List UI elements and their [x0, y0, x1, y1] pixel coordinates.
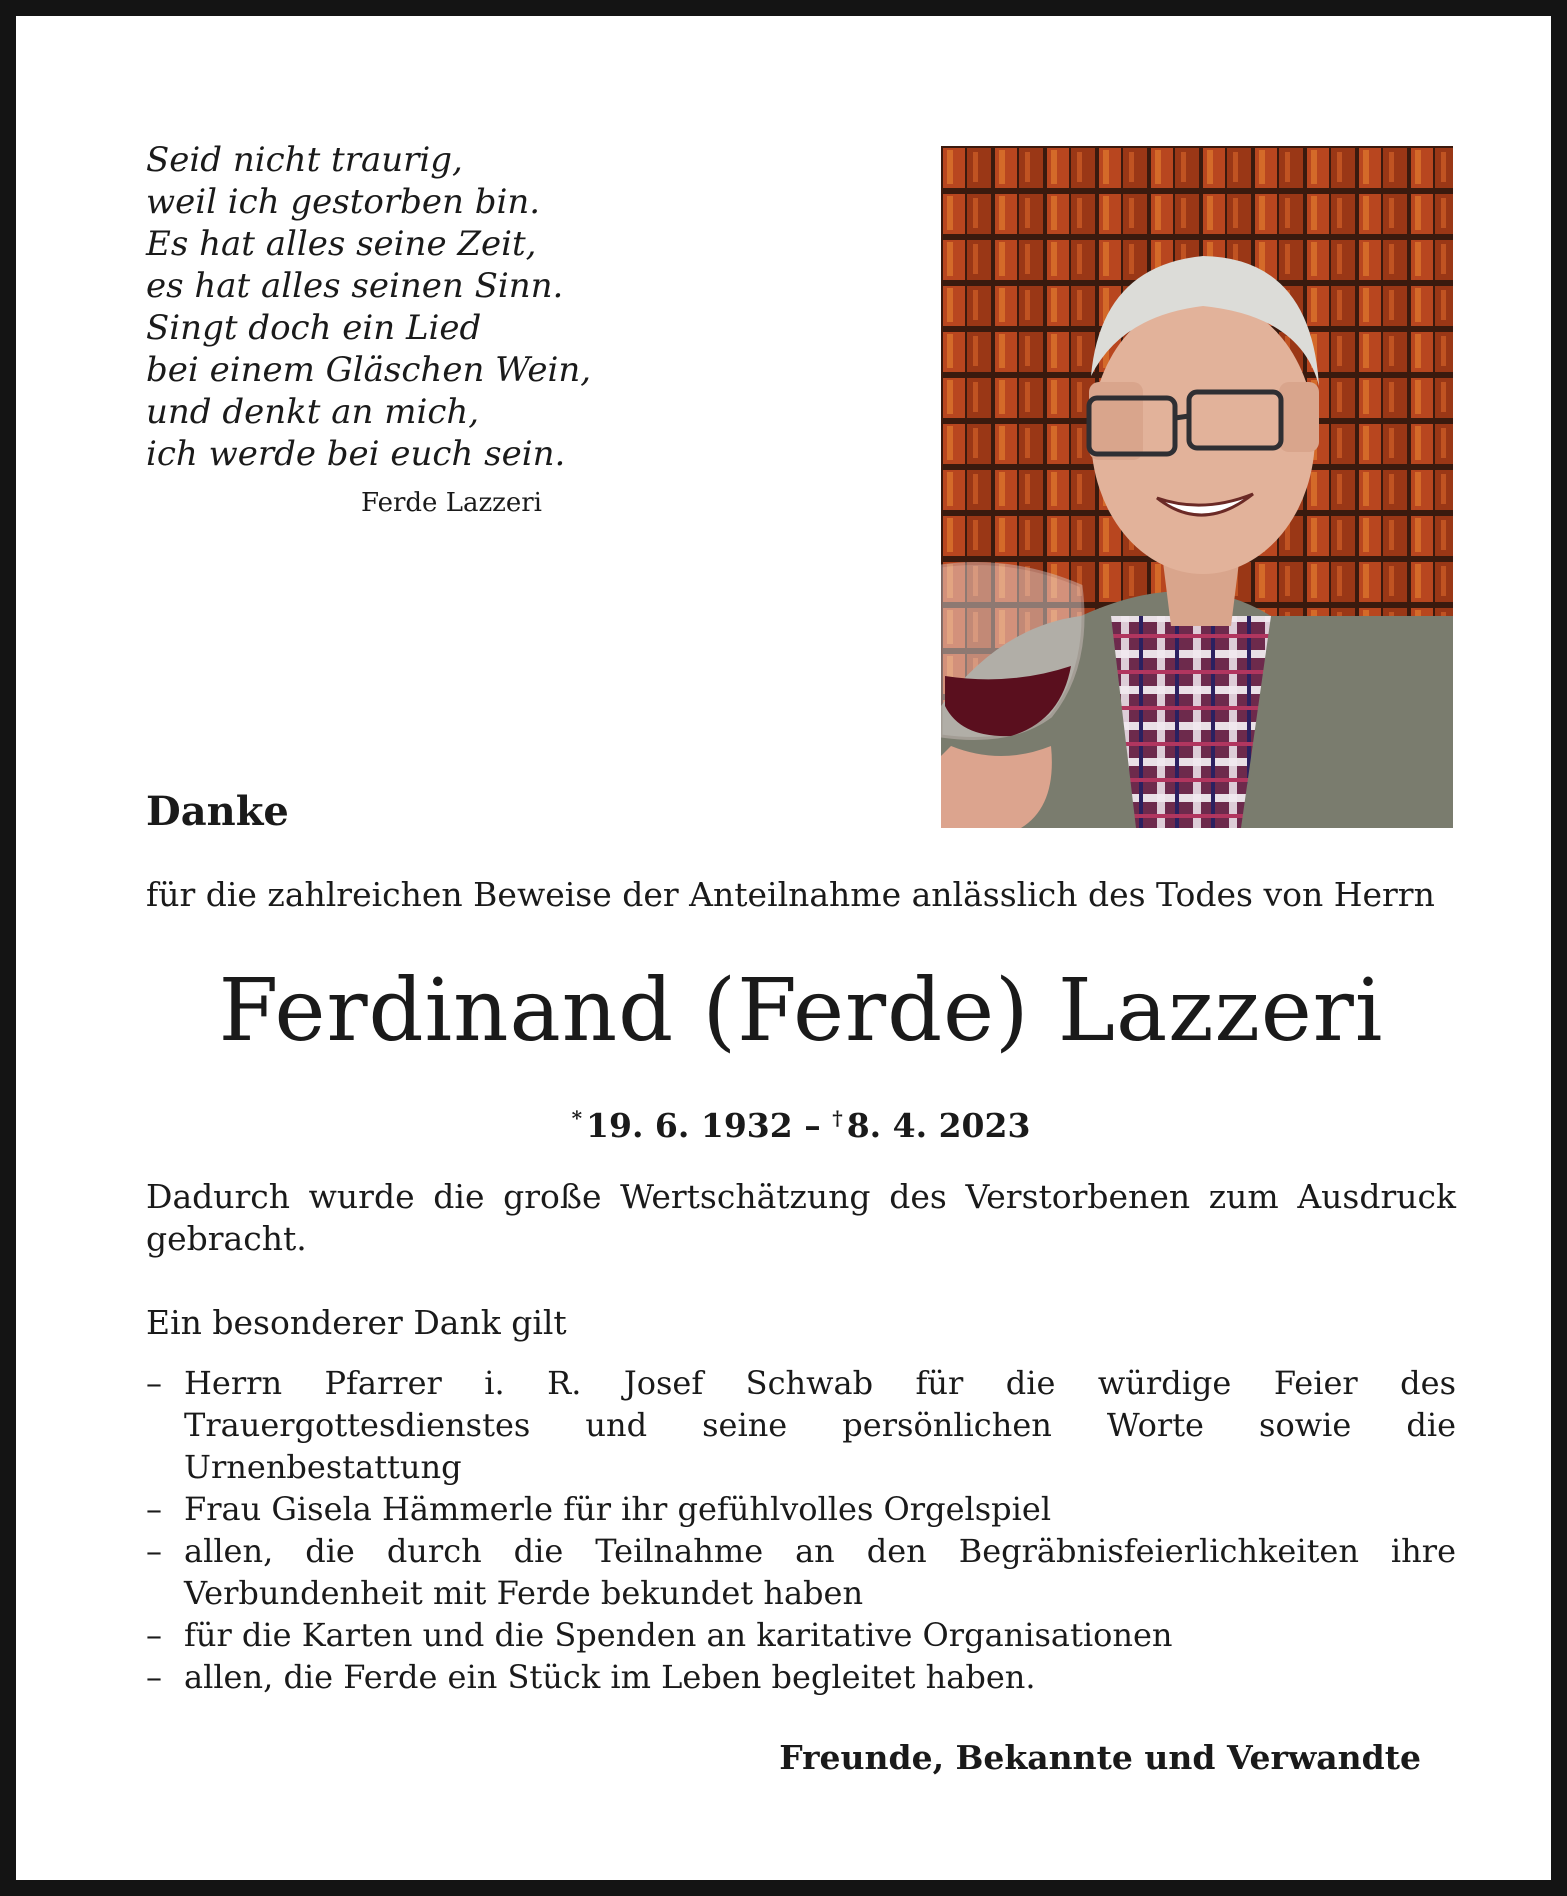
list-item-text: für die Karten und die Spenden an karitative Organisationen — [184, 1616, 1173, 1654]
list-item — [146, 1530, 1456, 1614]
poem-line: Es hat alles seine Zeit, — [146, 224, 537, 264]
bullet-dash: – — [146, 1616, 162, 1654]
list-item-text: Frau Gisela Hämmerle für ihr gefühlvolles Orgelspiel — [184, 1490, 1052, 1528]
poem-line: und denkt an mich, — [146, 392, 480, 432]
heading-danke: Danke — [146, 788, 289, 835]
poem-block — [146, 139, 666, 521]
poem-author: Ferde Lazzeri — [360, 488, 542, 518]
list-item-text: allen, die Ferde ein Stück im Leben begleitet haben. — [184, 1658, 1036, 1696]
bullet-dash: – — [146, 1364, 162, 1402]
poem-line: weil ich gestorben bin. — [146, 182, 541, 222]
thanks-list — [146, 1362, 1456, 1698]
signature: Freunde, Bekannte und Verwandte — [779, 1738, 1421, 1777]
poem-line: bei einem Gläschen Wein, — [146, 350, 592, 390]
list-item — [146, 1362, 1456, 1488]
list-item — [146, 1656, 1456, 1698]
bullet-dash: – — [146, 1490, 162, 1528]
portrait-illustration — [941, 146, 1453, 828]
poem-line: es hat alles seinen Sinn. — [146, 266, 564, 306]
bullet-dash: – — [146, 1658, 162, 1696]
portrait-photo — [941, 146, 1453, 828]
appreciation-text: Dadurch wurde die große Wertschätzung des Verstorbenen zum Ausdruck gebracht. — [146, 1177, 1456, 1258]
poem-line: ich werde bei euch sein. — [146, 434, 566, 474]
special-thanks-intro: Ein besonderer Dank gilt — [146, 1303, 567, 1342]
bullet-dash: – — [146, 1532, 162, 1570]
deceased-name: Ferdinand (Ferde) Lazzeri — [218, 961, 1384, 1061]
poem-line: Singt doch ein Lied — [146, 308, 482, 348]
list-item — [146, 1614, 1456, 1656]
list-item-text: Herrn Pfarrer i. R. Josef Schwab für die würdige Feier des Trauergottesdienstes und seine persönlichen Worte sowie die Urnenbestattung — [184, 1364, 1456, 1486]
list-item — [146, 1488, 1456, 1530]
list-item-text: allen, die durch die Teilnahme an den Begräbnisfeierlichkeiten ihre Verbundenheit mit Ferde bekundet haben — [184, 1532, 1456, 1612]
birth-date: 19. 6. 1932 — [586, 1106, 793, 1145]
death-date: 8. 4. 2023 — [846, 1106, 1031, 1145]
death-mark: † — [832, 1106, 843, 1130]
intro-text: für die zahlreichen Beweise der Anteilnahme anlässlich des Todes von Herrn — [146, 875, 1435, 914]
life-dates — [146, 1094, 1456, 1150]
date-separator: – — [804, 1106, 821, 1145]
poem-line: Seid nicht traurig, — [146, 140, 463, 180]
birth-mark: * — [571, 1106, 583, 1130]
